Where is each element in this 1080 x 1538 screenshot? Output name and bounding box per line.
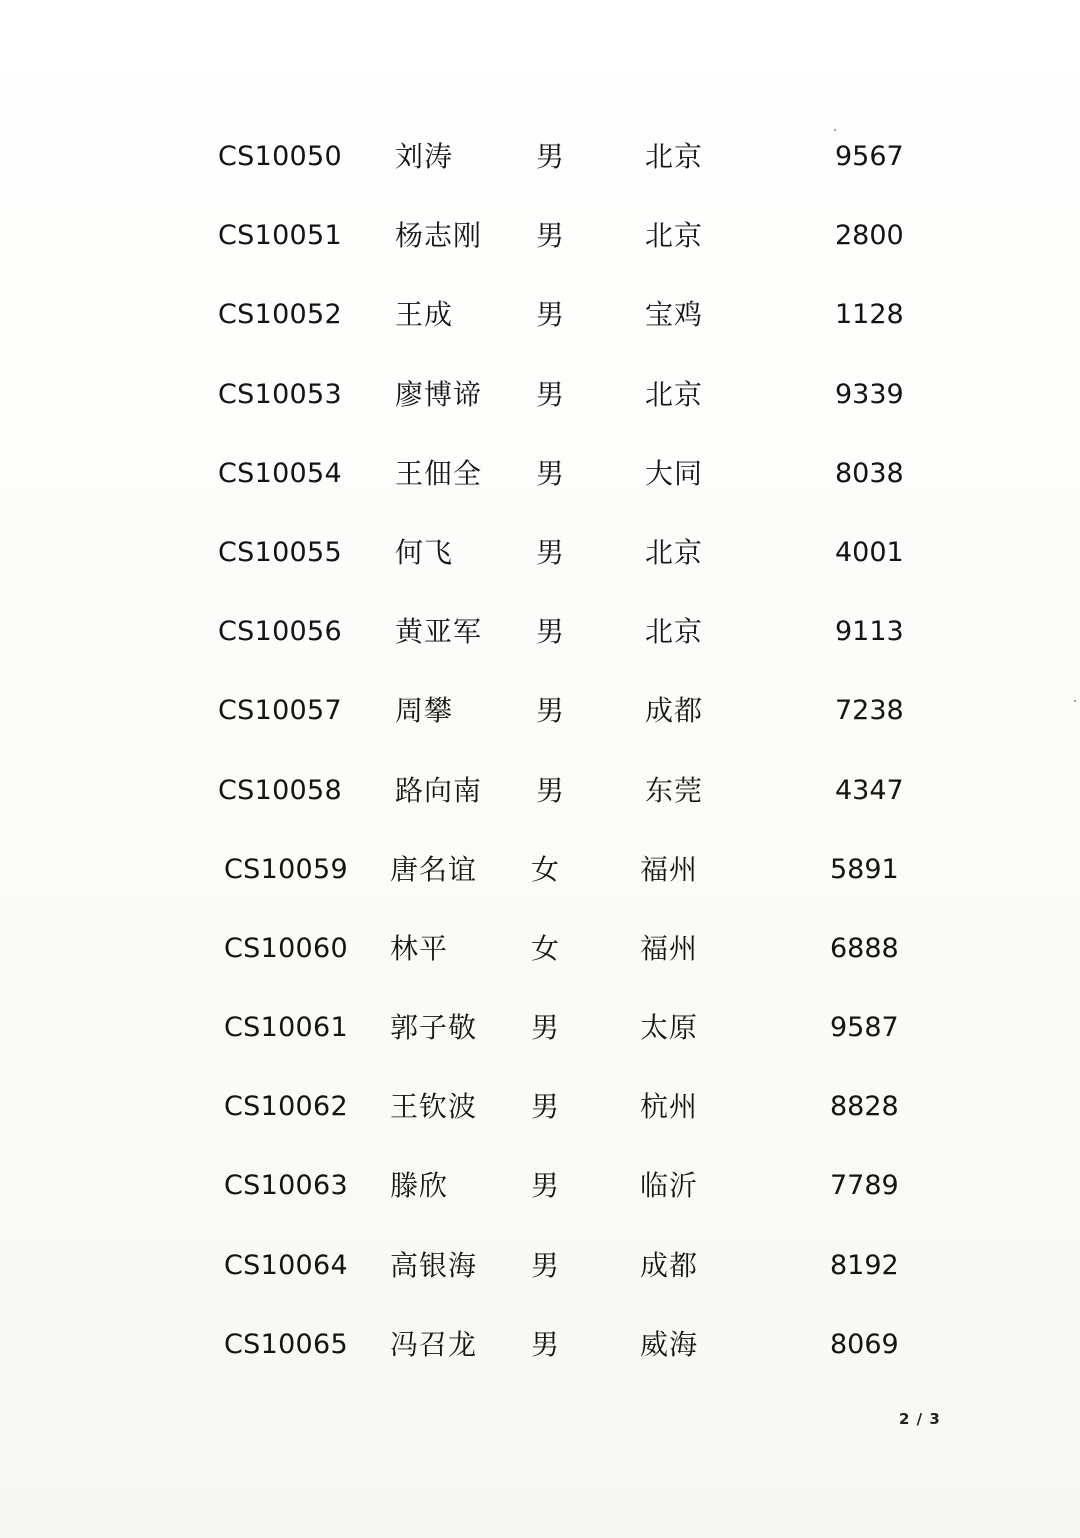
customer-value: 2800 [835, 220, 904, 252]
table-row [0, 118, 1080, 197]
customer-city: 杭州 [640, 1090, 699, 1124]
table-row [0, 1147, 1080, 1226]
customer-value: 8828 [830, 1091, 899, 1123]
customer-gender: 男 [536, 456, 565, 490]
customer-value: 4347 [835, 774, 904, 806]
customer-value: 8069 [830, 1328, 899, 1360]
customer-value: 5891 [830, 853, 899, 885]
customer-id: CS10052 [218, 299, 342, 331]
customer-id: CS10054 [218, 457, 342, 489]
customer-gender: 男 [536, 535, 565, 569]
customer-name: 黄亚军 [395, 615, 483, 649]
customer-name: 刘涛 [395, 140, 454, 173]
customer-value: 7789 [830, 1170, 899, 1202]
table-row [0, 989, 1080, 1068]
customer-value: 9113 [835, 616, 904, 648]
customer-name: 何飞 [395, 535, 454, 569]
customer-name: 冯召龙 [390, 1327, 478, 1361]
customer-value: 9339 [835, 378, 904, 410]
customer-city: 威海 [640, 1327, 699, 1361]
customer-name: 滕欣 [390, 1169, 449, 1203]
customer-gender: 男 [536, 615, 565, 649]
table-row [0, 435, 1080, 514]
customer-value: 8192 [830, 1249, 899, 1281]
customer-city: 北京 [645, 377, 704, 411]
customer-value: 7238 [835, 695, 904, 727]
customer-id: CS10056 [218, 616, 342, 648]
customer-id: CS10051 [218, 220, 342, 252]
customer-name: 郭子敬 [390, 1011, 478, 1045]
customer-gender: 男 [531, 1169, 560, 1203]
customer-id: CS10059 [224, 853, 348, 885]
customer-id: CS10065 [224, 1328, 348, 1360]
customer-name: 杨志刚 [395, 219, 483, 253]
page-number: 2 / 3 [899, 1410, 941, 1428]
customer-id: CS10060 [224, 932, 348, 964]
scan-speck [1074, 700, 1076, 702]
customer-value: 6888 [830, 932, 899, 964]
customer-city: 福州 [640, 931, 699, 965]
customer-name: 廖博谛 [395, 377, 483, 411]
customer-gender: 女 [531, 852, 560, 886]
customer-city: 大同 [645, 456, 704, 490]
customer-gender: 男 [531, 1327, 560, 1361]
customer-name: 路向南 [395, 773, 483, 807]
customer-city: 北京 [645, 140, 704, 173]
table-row [0, 514, 1080, 593]
customer-city: 成都 [640, 1248, 699, 1282]
table-row [0, 1068, 1080, 1147]
customer-id: CS10057 [218, 695, 342, 727]
customer-id: CS10050 [218, 141, 342, 172]
data-table [0, 118, 1080, 1385]
customer-value: 8038 [835, 457, 904, 489]
customer-name: 王钦波 [390, 1090, 478, 1124]
table-row [0, 831, 1080, 910]
customer-gender: 男 [536, 694, 565, 728]
customer-city: 福州 [640, 852, 699, 886]
customer-gender: 男 [536, 773, 565, 807]
customer-city: 北京 [645, 219, 704, 253]
customer-id: CS10062 [224, 1091, 348, 1123]
scan-speck [834, 129, 836, 131]
customer-value: 4001 [835, 536, 904, 568]
customer-gender: 男 [536, 377, 565, 411]
customer-gender: 女 [531, 931, 560, 965]
table-row [0, 276, 1080, 355]
customer-name: 王佃全 [395, 456, 483, 490]
customer-id: CS10055 [218, 536, 342, 568]
customer-name: 唐名谊 [390, 852, 478, 886]
customer-city: 临沂 [640, 1169, 699, 1203]
customer-gender: 男 [536, 298, 565, 332]
customer-city: 北京 [645, 535, 704, 569]
table-row [0, 1227, 1080, 1306]
customer-name: 王成 [395, 298, 454, 332]
customer-name: 林平 [390, 931, 449, 965]
customer-gender: 男 [531, 1011, 560, 1045]
customer-gender: 男 [536, 140, 565, 173]
table-row [0, 356, 1080, 435]
table-row [0, 672, 1080, 751]
customer-gender: 男 [536, 219, 565, 253]
customer-id: CS10063 [224, 1170, 348, 1202]
customer-value: 1128 [835, 299, 904, 331]
customer-city: 北京 [645, 615, 704, 649]
table-row [0, 1306, 1080, 1385]
customer-name: 周攀 [395, 694, 454, 728]
customer-city: 东莞 [645, 773, 704, 807]
customer-city: 成都 [645, 694, 704, 728]
customer-id: CS10053 [218, 378, 342, 410]
customer-name: 高银海 [390, 1248, 478, 1282]
customer-city: 太原 [640, 1011, 699, 1045]
customer-value: 9587 [830, 1012, 899, 1044]
customer-id: CS10058 [218, 774, 342, 806]
customer-value: 9567 [835, 141, 904, 172]
table-row [0, 910, 1080, 989]
customer-city: 宝鸡 [645, 298, 704, 332]
customer-id: CS10064 [224, 1249, 348, 1281]
table-row [0, 752, 1080, 831]
customer-gender: 男 [531, 1090, 560, 1124]
customer-gender: 男 [531, 1248, 560, 1282]
customer-id: CS10061 [224, 1012, 348, 1044]
table-row [0, 197, 1080, 276]
table-row [0, 593, 1080, 672]
